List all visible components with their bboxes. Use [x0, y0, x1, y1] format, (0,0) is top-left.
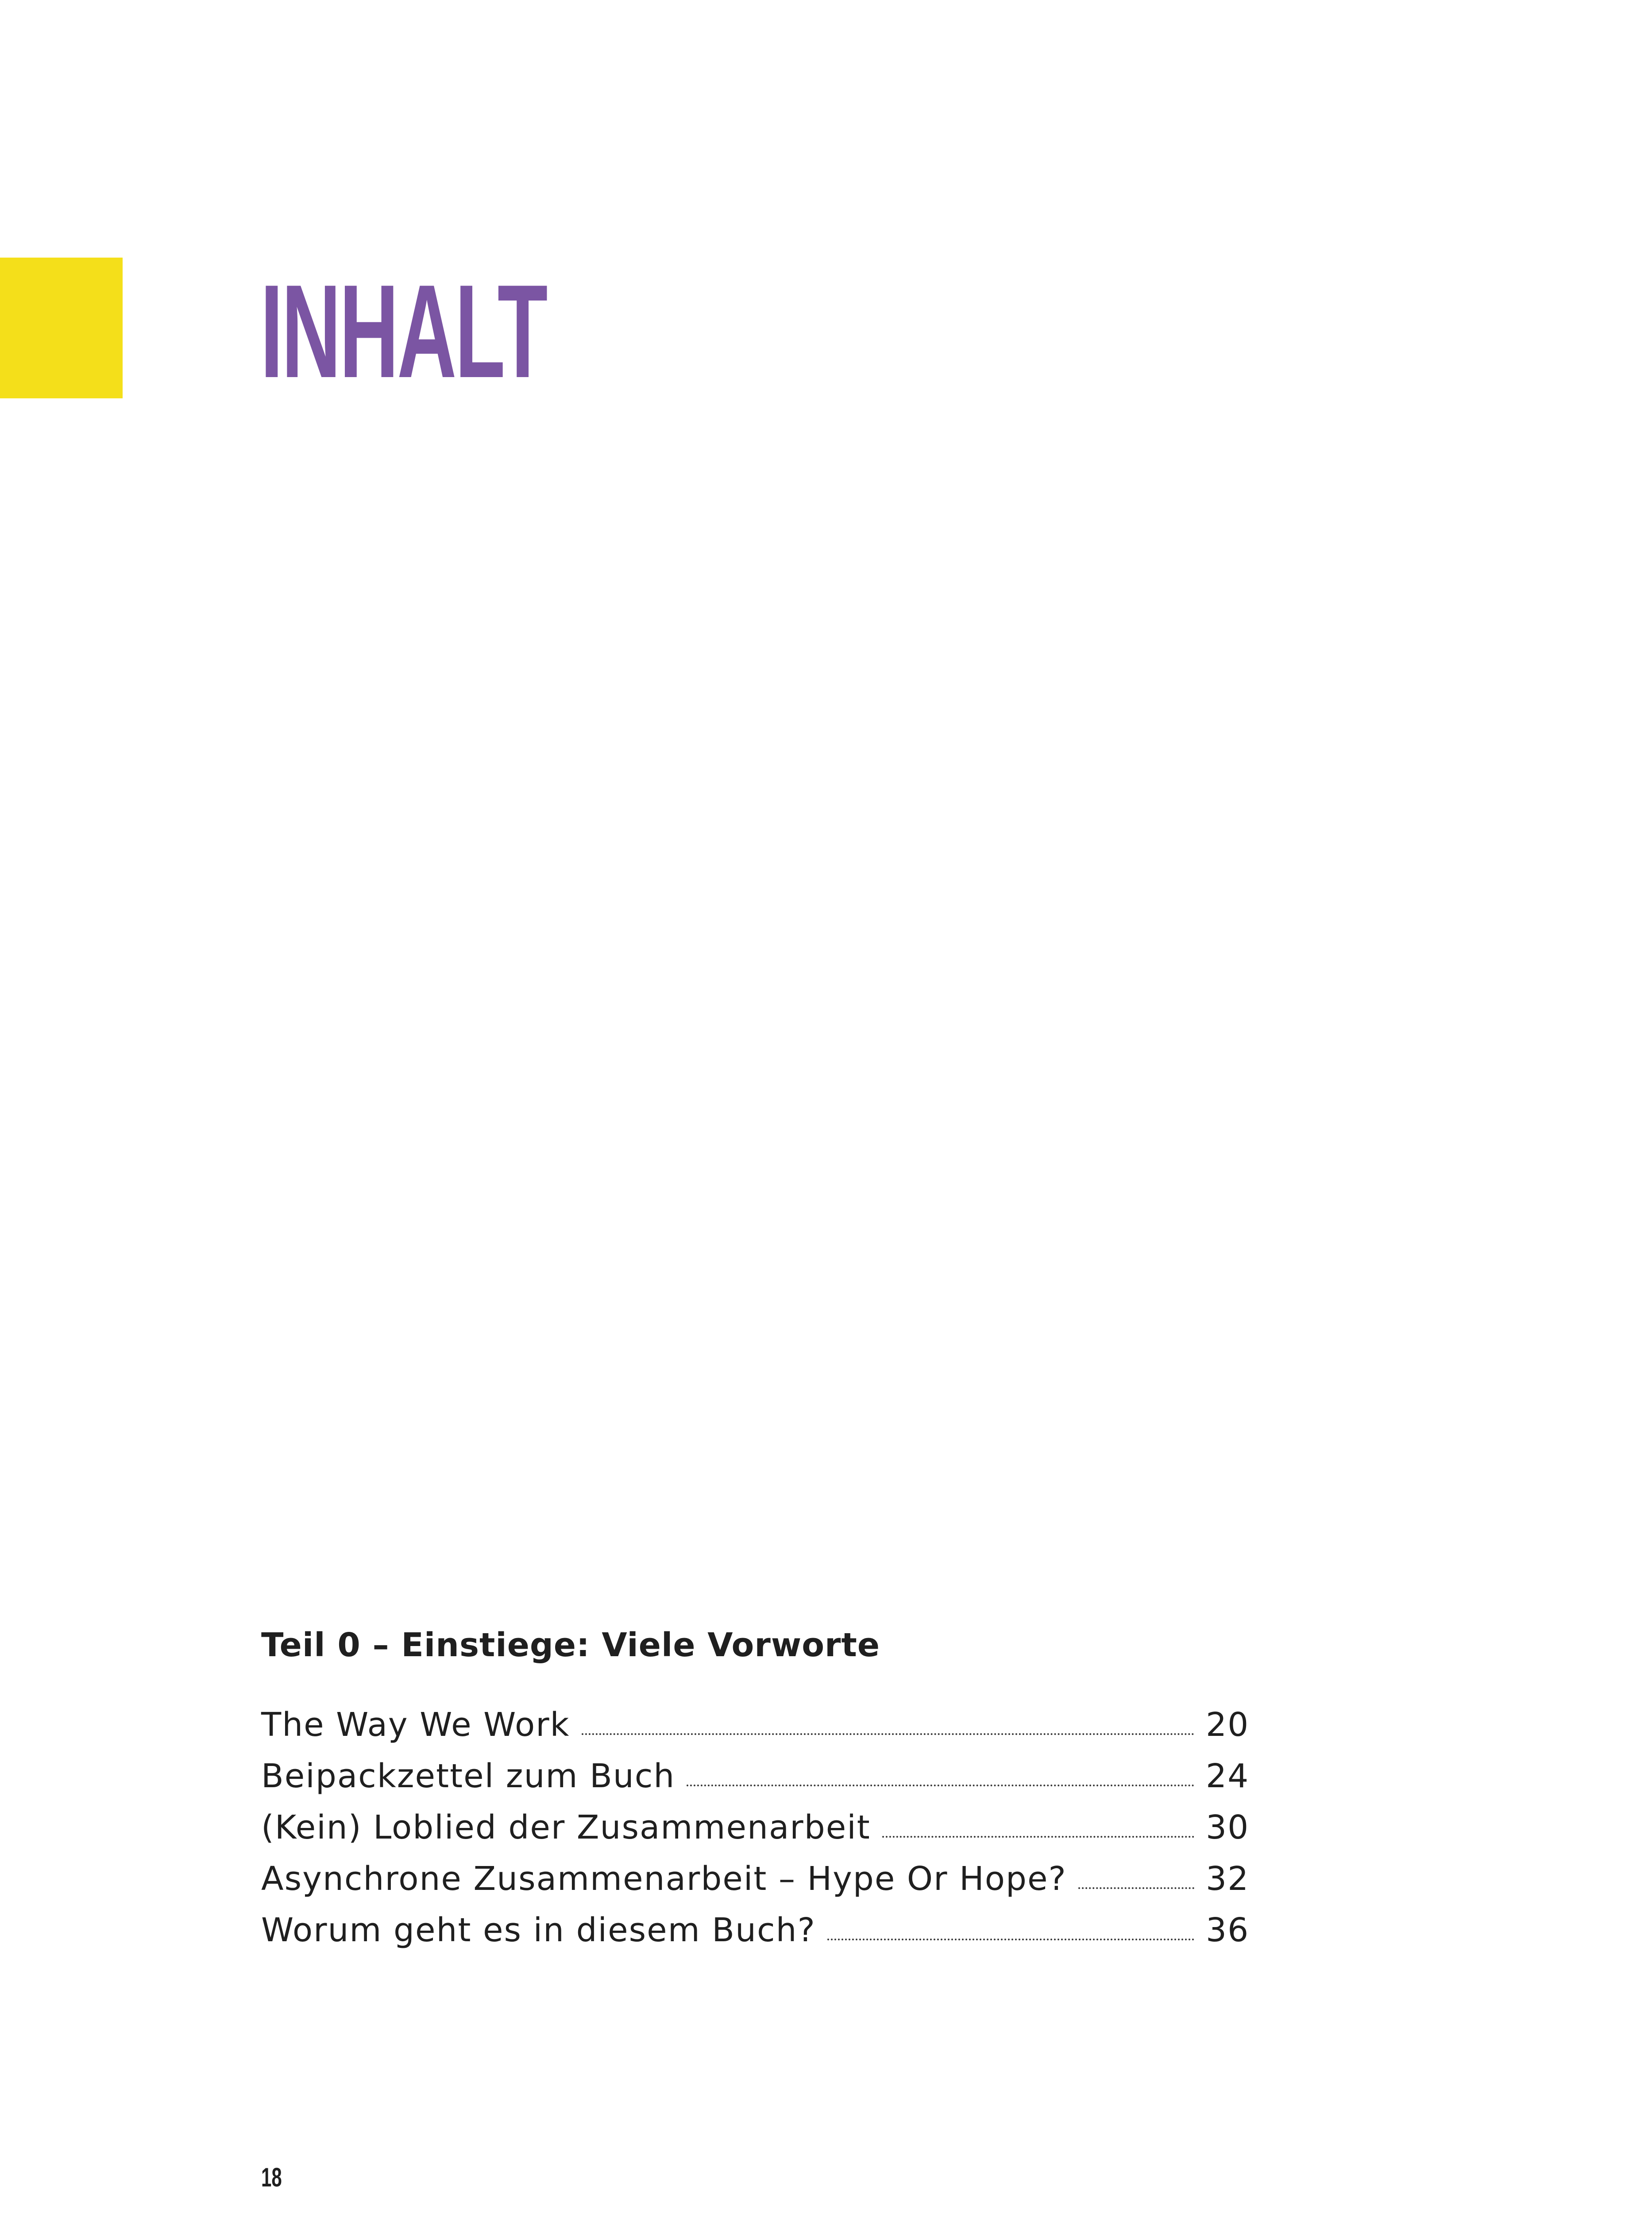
toc-entry-page: 20: [1206, 1706, 1250, 1744]
toc-entry-label: Worum geht es in diesem Buch?: [261, 1911, 816, 1949]
page-number: 18: [261, 2163, 282, 2192]
toc-entry-asynchrone-zusammenarbeit[interactable]: [261, 1862, 1248, 1914]
dot-leader: [882, 1836, 1194, 1838]
toc-entry-page: 32: [1206, 1860, 1250, 1898]
toc-entry-label: (Kein) Loblied der Zusammenarbeit: [261, 1808, 871, 1847]
dot-leader: [687, 1785, 1194, 1786]
dot-leader: [582, 1733, 1194, 1735]
table-of-contents: [261, 1708, 1248, 1965]
section-heading: Teil 0 – Einstiege: Viele Vorworte: [261, 1626, 880, 1664]
yellow-accent-block: [0, 258, 123, 398]
toc-entry-label: Asynchrone Zusammenarbeit – Hype Or Hope?: [261, 1860, 1067, 1898]
toc-entry-label: Beipackzettel zum Buch: [261, 1757, 675, 1795]
dot-leader: [1078, 1887, 1194, 1889]
dot-leader: [827, 1939, 1194, 1940]
toc-entry-the-way-we-work[interactable]: [261, 1708, 1248, 1760]
page-title: INHALT: [260, 257, 546, 405]
toc-entry-loblied[interactable]: [261, 1808, 1250, 1862]
toc-entry-beipackzettel[interactable]: [261, 1757, 1250, 1811]
toc-entry-page: 24: [1206, 1757, 1250, 1795]
toc-entry-page: 30: [1206, 1808, 1250, 1847]
toc-entry-worum-geht-es[interactable]: [261, 1911, 1250, 1965]
toc-entry-label: The Way We Work: [261, 1706, 570, 1744]
toc-entry-page: 36: [1206, 1911, 1250, 1949]
